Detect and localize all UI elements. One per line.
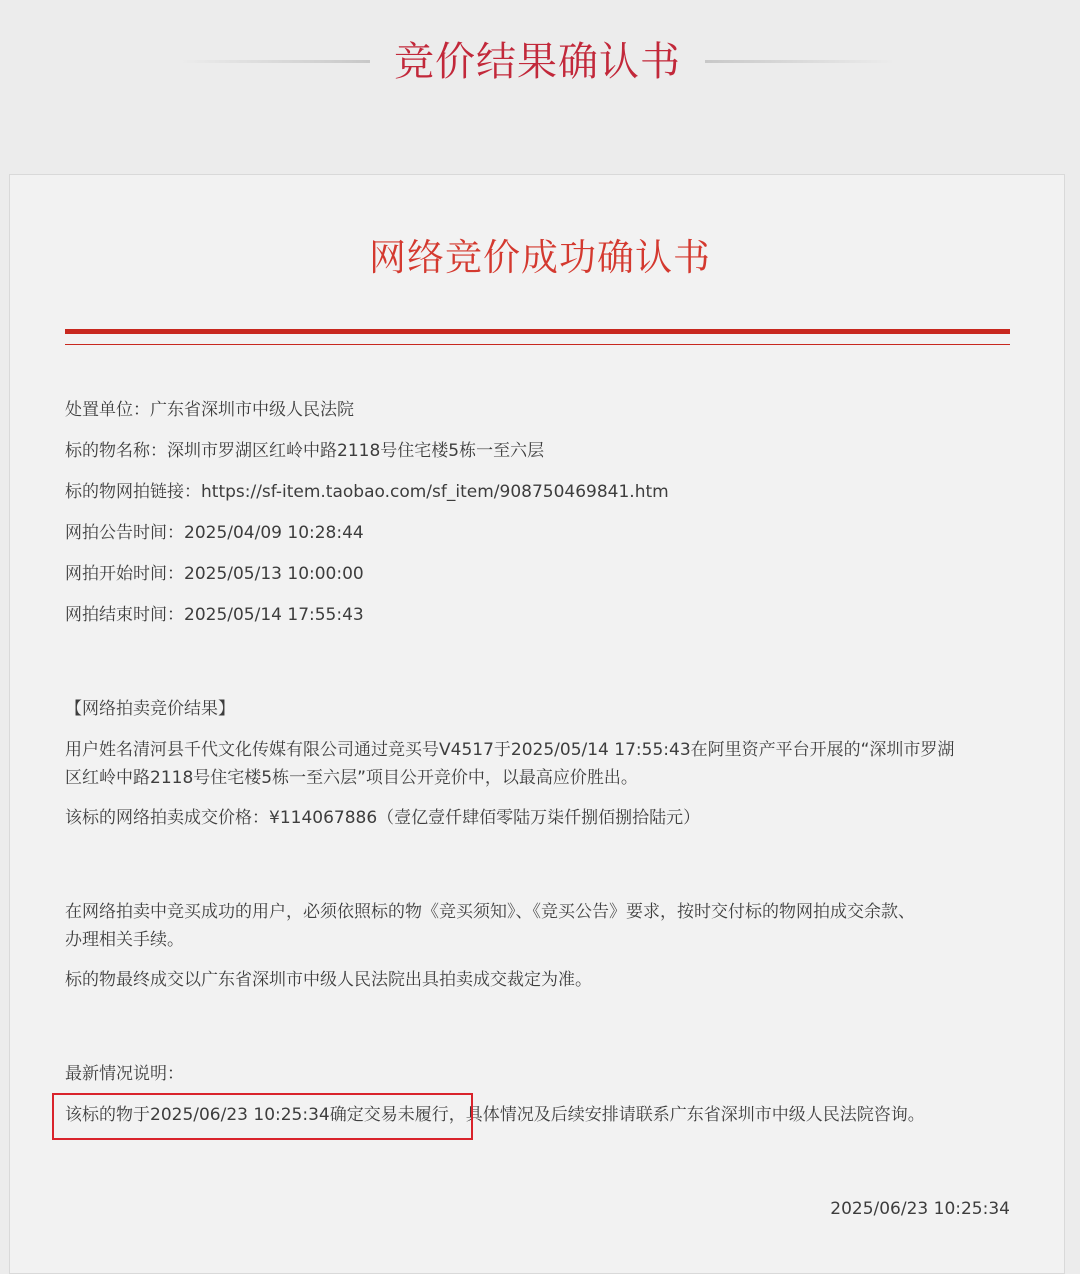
header-divider-left — [180, 60, 370, 63]
result-text-line1: 用户姓名清河县千代文化传媒有限公司通过竞买号V4517于2025/05/14 17:55:43在阿里资产平台开展的“深圳市罗湖 — [65, 740, 955, 760]
result-price: 该标的网络拍卖成交价格：¥114067886（壹亿壹仟肆佰零陆万柒仟捌佰捌拾陆元） — [65, 808, 701, 828]
page-title: 竞价结果确认书 — [394, 39, 681, 85]
info-unit: 处置单位：广东省深圳市中级人民法院 — [65, 400, 354, 420]
footer-date: 2025/06/23 10:25:34 — [830, 1199, 1010, 1219]
info-item-name: 标的物名称：深圳市罗湖区红岭中路2118号住宅楼5栋一至六层 — [65, 441, 545, 461]
info-item-link[interactable]: 标的物网拍链接：https://sf-item.taobao.com/sf_item/908750469841.htm — [65, 482, 669, 502]
notice-line2: 办理相关手续。 — [65, 930, 184, 950]
latest-heading: 最新情况说明： — [65, 1064, 184, 1084]
header-divider-right — [705, 60, 895, 63]
notice-line1: 在网络拍卖中竞买成功的用户，必须依照标的物《竞买须知》、《竞买公告》要求，按时交付标的物网拍成交余款、 — [65, 902, 915, 922]
info-announce-time: 网拍公告时间：2025/04/09 10:28:44 — [65, 523, 364, 543]
notice-line3: 标的物最终成交以广东省深圳市中级人民法院出具拍卖成交裁定为准。 — [65, 970, 592, 990]
page-header — [0, 0, 1080, 130]
result-text-line2: 区红岭中路2118号住宅楼5栋一至六层”项目公开竞价中，以最高应价胜出。 — [65, 768, 638, 788]
info-start-time: 网拍开始时间：2025/05/13 10:00:00 — [65, 564, 364, 584]
title-rule-thin — [65, 344, 1010, 345]
result-heading: 【网络拍卖竞价结果】 — [65, 699, 235, 719]
info-end-time: 网拍结束时间：2025/05/14 17:55:43 — [65, 605, 364, 625]
document-title: 网络竞价成功确认书 — [369, 236, 711, 279]
highlight-annotation-box — [52, 1093, 473, 1140]
title-rule-thick — [65, 329, 1010, 334]
latest-text: 该标的物于2025/06/23 10:25:34确定交易未履行，具体情况及后续安排请联系广东省深圳市中级人民法院咨询。 — [65, 1105, 925, 1125]
